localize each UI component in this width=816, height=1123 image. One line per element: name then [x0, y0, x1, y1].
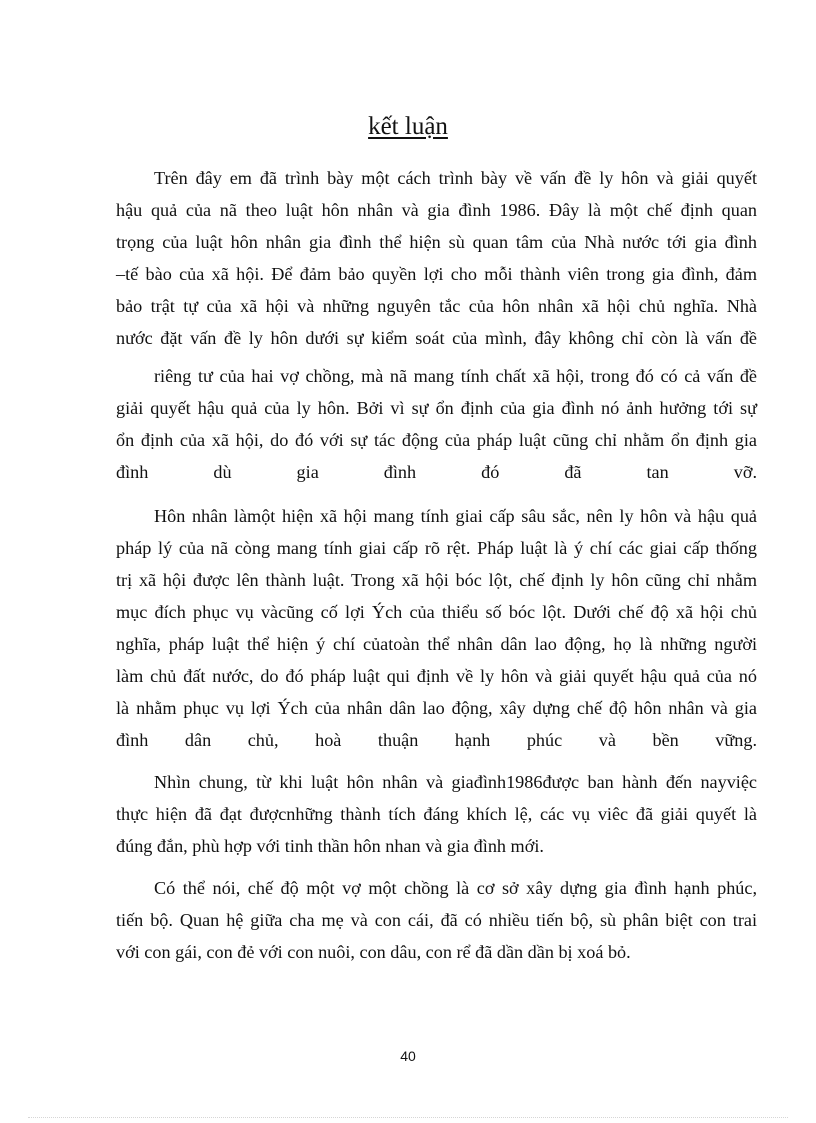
text-line: riêng tư của hai vợ chồng, mà nã mang tính chất xã hội, trong đó có cả vấn đề	[154, 366, 757, 386]
page-title: kết luận	[368, 113, 448, 140]
text-line: bảo trật tự của xã hội và những nguyên tắc của hôn nhân xã hội chủ nghĩa. Nhà	[116, 296, 757, 316]
text-line: đình dù gia đình đó đã tan vỡ.	[116, 462, 757, 482]
text-line: giải quyết hậu quả của ly hôn. Bởi vì sự ổn định của gia đình nó ảnh hưởng tới sự	[116, 398, 757, 418]
text-line: đình dân chủ, hoà thuận hạnh phúc và bền vững.	[116, 730, 757, 750]
page-number: 40	[400, 1048, 416, 1064]
text-line: hậu quả của nã theo luật hôn nhân và gia đình 1986. Đây là một chế định quan	[116, 200, 757, 220]
text-line: Nhìn chung, từ khi luật hôn nhân và giađình1986được ban hành đến nayviệc	[154, 772, 757, 792]
text-line: Hôn nhân làmột hiện xã hội mang tính giai cấp sâu sắc, nên ly hôn và hậu quả	[154, 506, 757, 526]
text-line: đúng đắn, phù hợp với tinh thần hôn nhan và gia đình mới.	[116, 836, 544, 856]
text-line: pháp lý của nã còng mang tính giai cấp rõ rệt. Pháp luật là ý chí các giai cấp thống	[116, 538, 757, 558]
text-line: với con gái, con đẻ với con nuôi, con dâu, con rể đã dần dần bị xoá bỏ.	[116, 942, 631, 962]
text-line: –tế bào của xã hội. Để đảm bảo quyền lợi cho mỗi thành viên trong gia đình, đảm	[116, 264, 757, 284]
page-bottom-edge	[28, 1117, 788, 1118]
text-line: trị xã hội được lên thành luật. Trong xã hội bóc lột, chế định ly hôn cũng chỉ nhằm	[116, 570, 757, 590]
text-line: trọng của luật hôn nhân gia đình thể hiện sù quan tâm của Nhà nước tới gia đình	[116, 232, 757, 252]
text-line: nước đặt vấn đề ly hôn dưới sự kiểm soát của mình, đây không chỉ còn là vấn đề	[116, 328, 757, 348]
text-line: Trên đây em đã trình bày một cách trình bày về vấn đề ly hôn và giải quyết	[154, 168, 757, 188]
text-line: mục đích phục vụ vàcũng cố lợi Ých của thiểu số bóc lột. Dưới chế độ xã hội chủ	[116, 602, 757, 622]
text-line: làm chủ đất nước, do đó pháp luật qui định về ly hôn và giải quyết hậu quả của nó	[116, 666, 757, 686]
text-line: Có thể nói, chế độ một vợ một chồng là cơ sở xây dựng gia đình hạnh phúc,	[154, 878, 757, 898]
text-line: ổn định của xã hội, do đó với sự tác động của pháp luật cũng chỉ nhằm ổn định gia	[116, 430, 757, 450]
text-line: là nhằm phục vụ lợi Ých của nhân dân lao động, xây dựng chế độ hôn nhân và gia	[116, 698, 757, 718]
text-line: tiến bộ. Quan hệ giữa cha mẹ và con cái, đã có nhiều tiến bộ, sù phân biệt con trai	[116, 910, 757, 930]
text-line: thực hiện đã đạt đượcnhững thành tích đáng khích lệ, các vụ viêc đã giải quyết là	[116, 804, 757, 824]
text-line: nghĩa, pháp luật thể hiện ý chí củatoàn thể nhân dân lao động, họ là những người	[116, 634, 757, 654]
